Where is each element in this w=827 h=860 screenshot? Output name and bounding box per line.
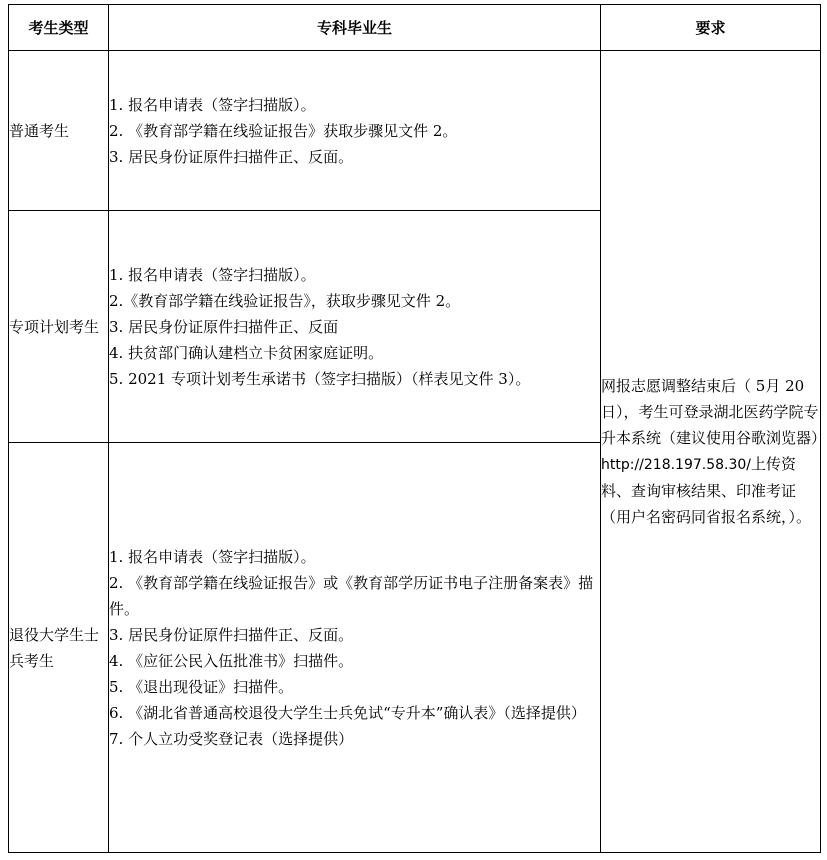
system-url-link[interactable]: http://218.197.58.30/ (601, 457, 752, 473)
materials-cell-veteran (109, 443, 601, 853)
header-requirements: 要求 (601, 5, 821, 51)
list-item: 1. 报名申请表（签字扫描版）。 (109, 265, 316, 284)
type-cell-veteran: 退役大学生士兵考生 (9, 443, 109, 853)
list-item: 3. 居民身份证原件扫描件正、反面。 (109, 147, 354, 166)
requirements-text (601, 373, 827, 530)
list-item: 2. 《教育部学籍在线验证报告》或《教育部学历证书电子注册备案表》描件。 (109, 573, 594, 618)
list-item: 3. 居民身份证原件扫描件正、反面。 (109, 625, 354, 644)
list-item: 5. 2021 专项计划考生承诺书（签字扫描版）（样表见文件 3）。 (109, 369, 531, 388)
list-item: 1. 报名申请表（签字扫描版）。 (109, 547, 316, 566)
materials-cell-special (109, 211, 601, 443)
list-item: 6. 《湖北省普通高校退役大学生士兵免试“专升本”确认表》（选择提供） (109, 703, 586, 722)
materials-list (109, 92, 600, 170)
list-item: 2.《教育部学籍在线验证报告》，获取步骤见文件 2。 (109, 291, 461, 310)
list-item: 1. 报名申请表（签字扫描版）。 (109, 95, 316, 114)
list-item: 2. 《教育部学籍在线验证报告》获取步骤见文件 2。 (109, 121, 458, 140)
requirements-table (8, 4, 827, 853)
list-item: 7. 个人立功受奖登记表（选择提供） (109, 729, 354, 748)
header-materials: 专科毕业生 (109, 5, 601, 51)
list-item: 4. 扶贫部门确认建档立卡贫困家庭证明。 (109, 343, 384, 362)
header-type: 考生类型 (9, 5, 109, 51)
requirements-intro: 网报志愿调整结束后（ 5月 20 日），考生可登录湖北医药学院专升本系统（建议使用谷歌浏览器） (601, 377, 827, 447)
list-item: 3. 居民身份证原件扫描件正、反面 (109, 317, 339, 336)
type-cell-special: 专项计划考生 (9, 211, 109, 443)
type-cell-regular: 普通考生 (9, 51, 109, 211)
materials-list (109, 544, 600, 752)
requirements-cell (601, 51, 827, 853)
materials-list (109, 262, 600, 392)
list-item: 5. 《退出现役证》扫描件。 (109, 677, 294, 696)
table-row (9, 51, 821, 211)
list-item: 4. 《应征公民入伍批准书》扫描件。 (109, 651, 354, 670)
materials-cell-regular (109, 51, 601, 211)
requirements-outro: 上传资料、查询审核结果、印准考证（用户名密码同省报名系统，）。 (601, 455, 812, 526)
header-row (9, 5, 821, 51)
